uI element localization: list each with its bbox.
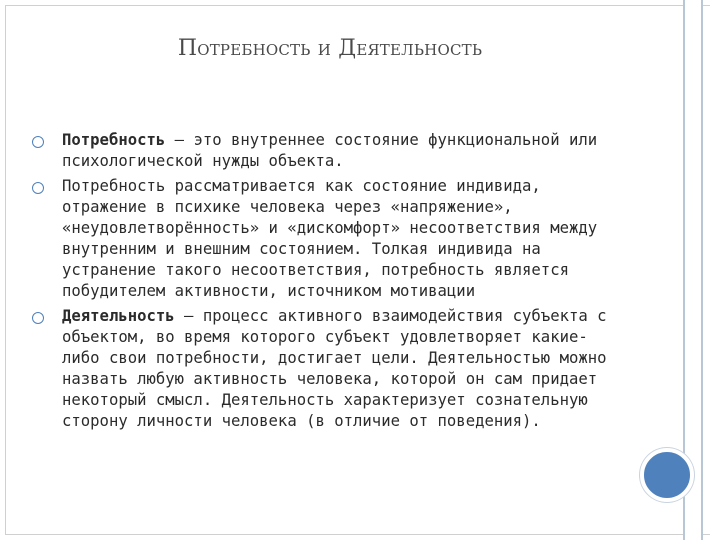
bullet-body: Потребность рассматривается как состояние индивида, отражение в психике человека через «напряжение», «неудовлетворённость» и «дискомфорт» несоответствия между внутренним и внешним состоянием. Толкая индивида на устранение такого несоответствия, потребность является побудителем активности, источником мотивации <box>62 177 598 300</box>
ring-bullet-icon <box>32 136 44 148</box>
blue-circle-icon <box>640 448 694 502</box>
bullet-item <box>32 176 622 302</box>
ring-bullet-icon <box>32 312 44 324</box>
bullet-term: Деятельность <box>62 307 175 325</box>
bullet-term: Потребность <box>62 131 166 149</box>
ring-bullet-icon <box>32 182 44 194</box>
slide-title: Потребность и Деятельность <box>177 36 483 61</box>
bullet-body: — процесс активного взаимодействия субъекта с объектом, во время которого субъект удовлетворяет какие-либо свои потребности, достигает цели. Деятельностью можно назвать любую активность человека, которой он сам придает некоторый смысл. Деятельность характеризует сознательную сторону личности человека (в отличие от поведения). <box>62 307 607 430</box>
bullet-text <box>62 130 622 172</box>
bullet-list <box>32 130 622 432</box>
bullet-body: – это внутреннее состояние функциональной или психологической нужды объекта. <box>62 131 598 170</box>
bullet-item <box>32 130 622 172</box>
bullet-text <box>62 306 622 432</box>
bullet-item <box>32 306 622 432</box>
bullet-text <box>62 176 622 302</box>
